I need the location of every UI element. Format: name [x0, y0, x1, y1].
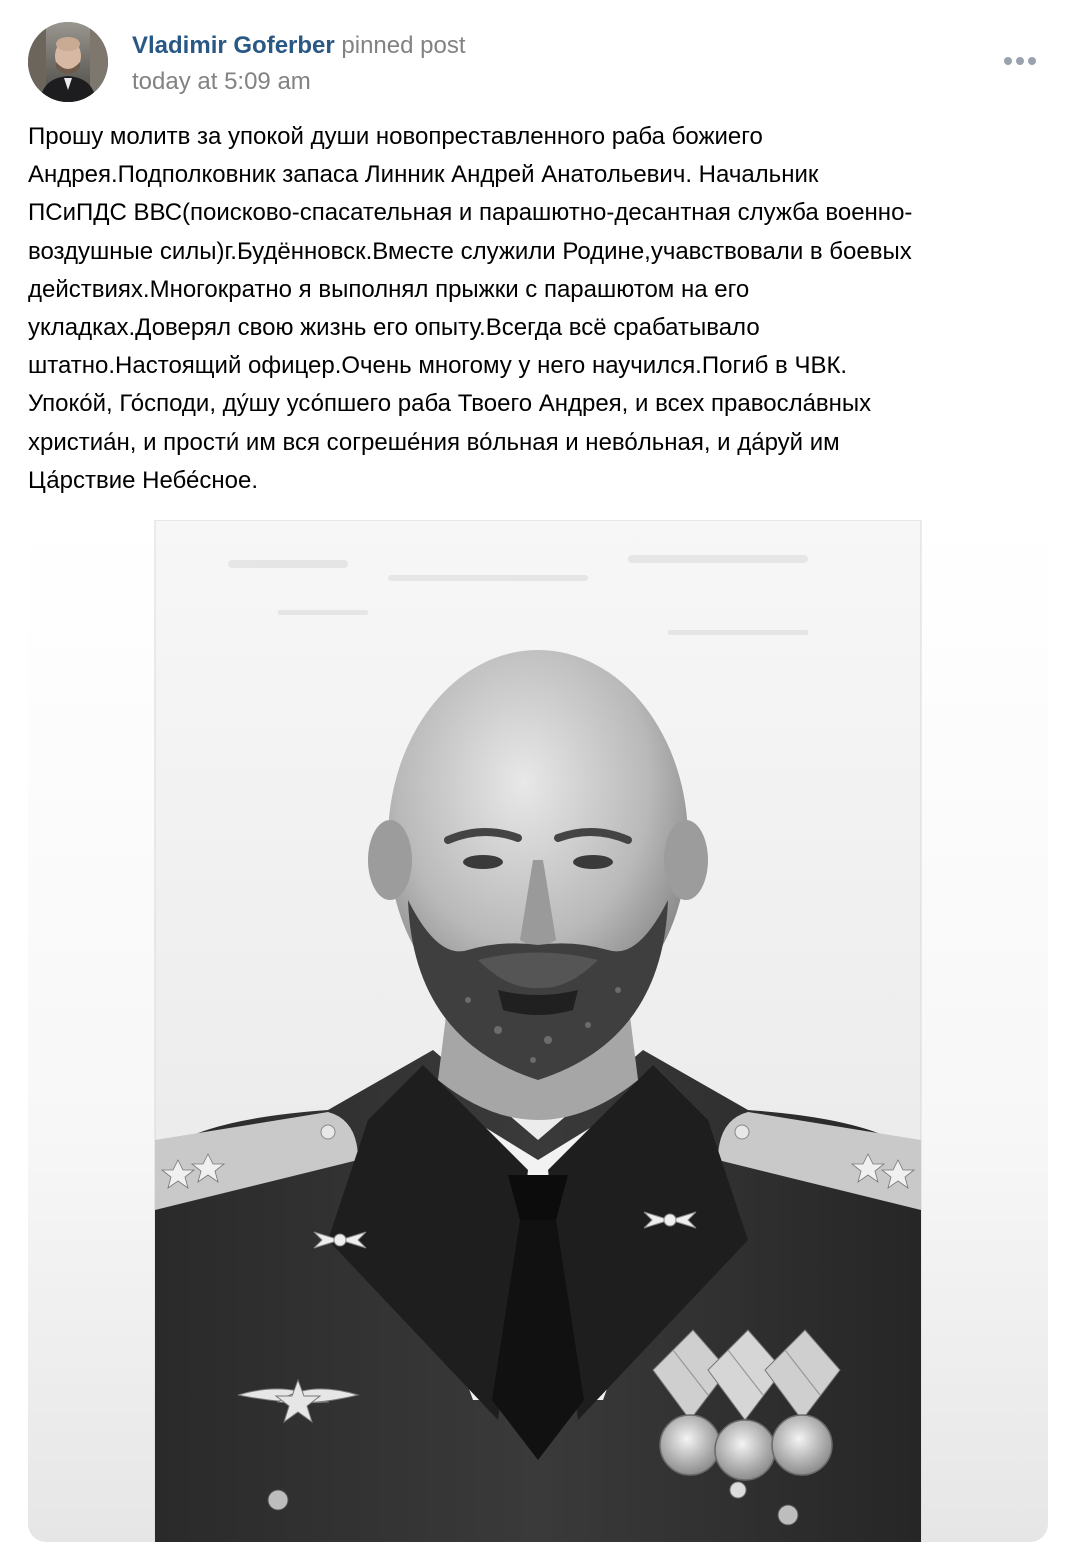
avatar-image — [28, 22, 108, 102]
post-body-text — [28, 118, 1048, 500]
author-name-link[interactable]: Vladimir Goferber — [132, 32, 335, 59]
post-text-line: штатно.Настоящий офицер.Очень многому у него научился.Погиб в ЧВК. — [28, 352, 848, 380]
post-text-line: действиях.Многократно я выполнял прыжки с парашютом на его — [28, 275, 750, 303]
post-photo[interactable] — [28, 520, 1048, 1542]
author-avatar[interactable] — [28, 22, 108, 102]
post-header — [0, 0, 1072, 110]
more-options-button[interactable] — [996, 46, 1044, 76]
post-timestamp[interactable]: today at 5:09 am — [132, 68, 311, 95]
pinned-label: pinned post — [341, 32, 466, 59]
author-line — [132, 32, 466, 60]
post-text-line: ПСиПДС ВВС(поисково-спасательная и парашютно-десантная служба военно- — [28, 199, 913, 227]
post-text-line: Упоко́й, Го́споди, ду́шу усо́пшего раба Твоего Андрея, и всех правосла́вных — [28, 390, 872, 418]
post-text-line: укладках.Доверял свою жизнь его опыту.Всегда всё срабатывало — [28, 314, 760, 342]
post-text-line: Андрея.Подполковник запаса Линник Андрей Анатольевич. Начальник — [28, 161, 819, 189]
post-text-line: христиа́н, и прости́ им вся согреше́ния во́льная и нево́льная, и да́руй им — [28, 428, 840, 456]
portrait-photo — [28, 520, 1048, 1542]
post-text-line: Ца́рствие Небе́сное. — [28, 466, 258, 494]
post-text-line: Прошу молитв за упокой души новопреставленного раба божиего — [28, 123, 763, 150]
more-horizontal-icon — [996, 46, 1044, 76]
post-text-line: воздушные силы)г.Будённовск.Вместе служили Родине,учавствовали в боевых — [28, 237, 912, 265]
